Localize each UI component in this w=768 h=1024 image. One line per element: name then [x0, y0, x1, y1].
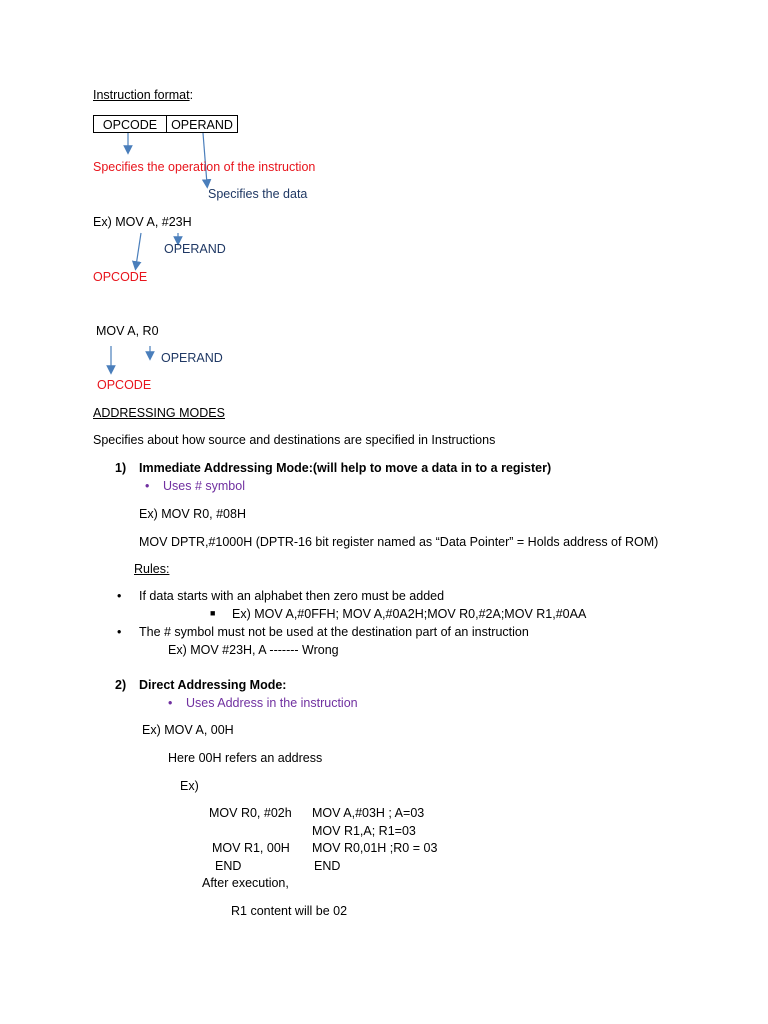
example2-opcode-label: OPCODE: [97, 378, 152, 392]
mode1-example2: MOV DPTR,#1000H (DPTR-16 bit register named as “Data Pointer” = Holds address of ROM): [139, 535, 659, 549]
addressing-modes-heading: ADDRESSING MODES: [93, 406, 225, 420]
mode1-bullet-dot: •: [145, 479, 150, 493]
addressing-modes-description: Specifies about how source and destinations are specified in Instructions: [93, 433, 496, 447]
example2-code: MOV A, R0: [96, 324, 159, 338]
code-left-line1: MOV R0, #02h: [209, 806, 292, 820]
arrow-ex1-opcode: [136, 233, 141, 266]
rule1-bullet-dot: •: [117, 589, 122, 603]
rule2-bullet-dot: •: [117, 625, 122, 639]
mode1-example1: Ex) MOV R0, #08H: [139, 507, 246, 521]
rule2-example: Ex) MOV #23H, A ------- Wrong: [168, 643, 339, 657]
mode2-bullet-dot: •: [168, 696, 173, 710]
result-text: R1 content will be 02: [231, 904, 348, 918]
example1-opcode-label: OPCODE: [93, 270, 148, 284]
example1-code: Ex) MOV A, #23H: [93, 215, 192, 229]
rule2-text: The # symbol must not be used at the destination part of an instruction: [139, 625, 529, 639]
code-right-line4: END: [314, 859, 341, 873]
mode2-note: Here 00H refers an address: [168, 751, 323, 765]
rule1-example: Ex) MOV A,#0FFH; MOV A,#0A2H;MOV R0,#2A;MOV R1,#0AA: [232, 607, 587, 621]
mode2-ex-label: Ex): [180, 779, 199, 793]
mode1-bullet: Uses # symbol: [163, 479, 245, 493]
code-left-line3: END: [215, 859, 242, 873]
arrow-operand-desc: [203, 133, 207, 184]
rules-heading: Rules:: [134, 562, 170, 576]
example2-operand-label: OPERAND: [161, 351, 223, 365]
rule1-text: If data starts with an alphabet then zero must be added: [139, 589, 445, 603]
rule1-square-bullet: ■: [210, 608, 216, 618]
after-execution: After execution,: [202, 876, 289, 890]
opcode-description: Specifies the operation of the instruction: [93, 160, 316, 174]
mode2-example: Ex) MOV A, 00H: [142, 723, 234, 737]
example1-operand-label: OPERAND: [164, 242, 226, 256]
mode2-number: 2): [115, 678, 127, 692]
mode2-bullet: Uses Address in the instruction: [186, 696, 358, 710]
operand-description: Specifies the data: [208, 187, 308, 201]
mode1-title: Immediate Addressing Mode:(will help to move a data in to a register): [139, 461, 552, 475]
code-right-line1: MOV A,#03H ; A=03: [312, 806, 425, 820]
opcode-box: OPCODE: [93, 115, 167, 133]
instruction-format-heading: Instruction format:: [93, 88, 194, 102]
operand-box: OPERAND: [166, 115, 238, 133]
code-left-line2: MOV R1, 00H: [212, 841, 290, 855]
mode1-number: 1): [115, 461, 127, 475]
code-right-line3: MOV R0,01H ;R0 = 03: [312, 841, 438, 855]
code-right-line2: MOV R1,A; R1=03: [312, 824, 416, 838]
mode2-title: Direct Addressing Mode:: [139, 678, 287, 692]
